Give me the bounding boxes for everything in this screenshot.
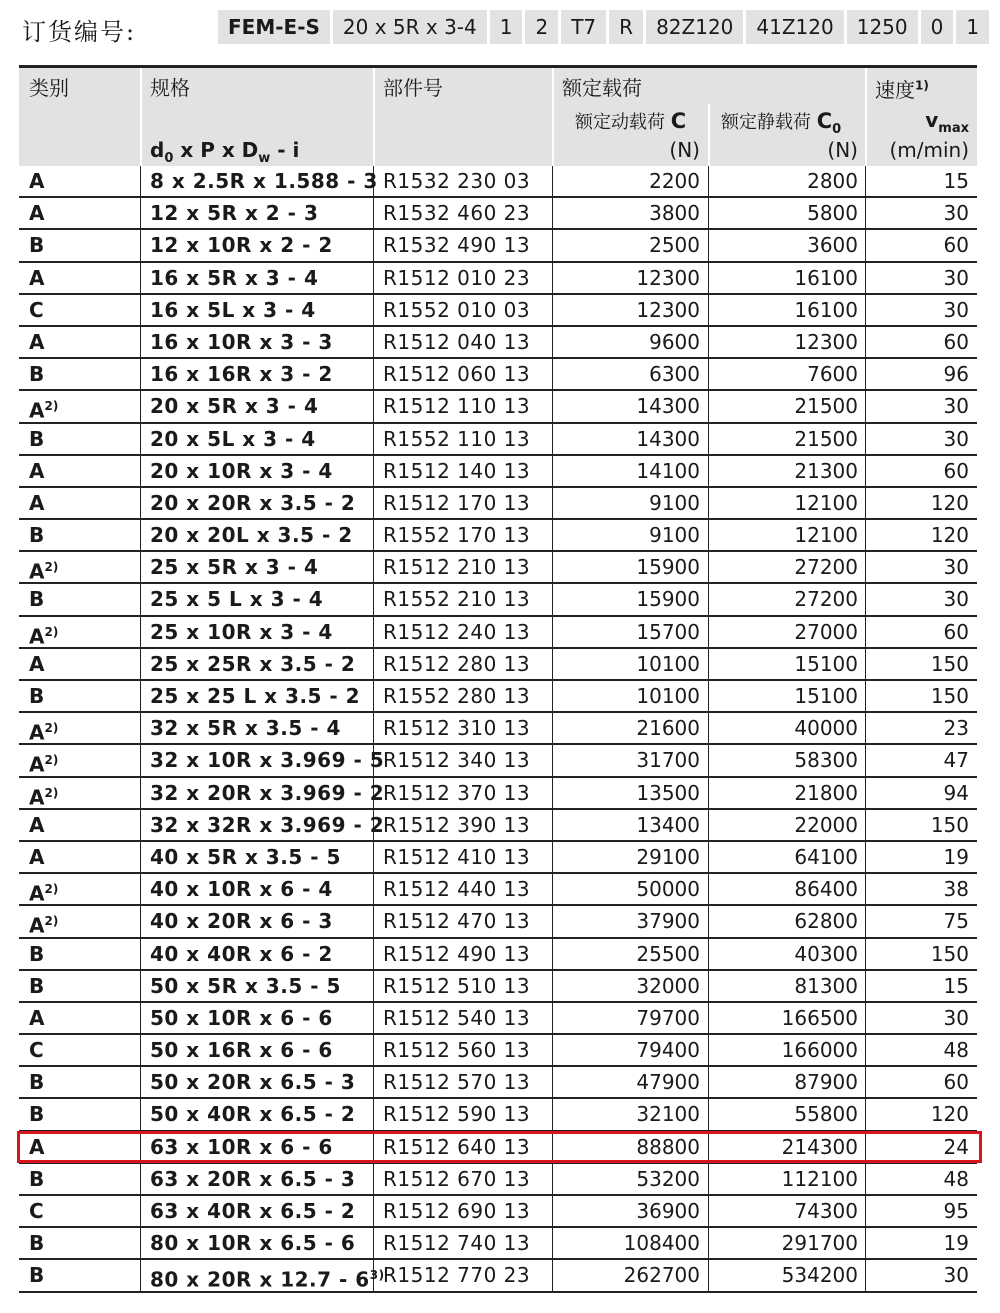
- cell-static-load: 12100: [794, 523, 858, 548]
- cell-static-load: 21800: [794, 780, 858, 805]
- cell-part-number: R1552 210 13: [383, 587, 531, 612]
- cell-category: B: [29, 1231, 45, 1256]
- cell-part-number: R1512 010 23: [383, 265, 531, 290]
- cell-category: B: [29, 426, 45, 451]
- order-code-cell: 1250: [847, 10, 918, 44]
- cell-vmax: 48: [943, 1166, 969, 1191]
- cell-vmax: 60: [943, 458, 969, 483]
- cell-dynamic-load: 32100: [636, 1102, 700, 1127]
- order-code-row: [0, 10, 1000, 44]
- cell-static-load: 12300: [794, 329, 858, 354]
- cell-dynamic-load: 79700: [636, 1005, 700, 1030]
- cell-dynamic-load: 14100: [636, 458, 700, 483]
- table-row: [19, 263, 977, 295]
- cell-static-load: 58300: [794, 748, 858, 773]
- cell-part-number: R1532 490 13: [383, 233, 531, 258]
- order-code-cell: R: [609, 10, 643, 44]
- cell-static-load: 81300: [794, 973, 858, 998]
- cell-static-load: 534200: [781, 1263, 858, 1288]
- cell-part-number: R1512 490 13: [383, 941, 531, 966]
- cell-static-load: 166000: [781, 1038, 858, 1063]
- table-row: [19, 166, 977, 198]
- cell-static-load: 112100: [781, 1166, 858, 1191]
- cell-vmax: 47: [943, 748, 969, 773]
- cell-vmax: 120: [930, 1102, 969, 1127]
- cell-static-load: 2800: [807, 169, 858, 193]
- cell-dynamic-load: 47900: [636, 1070, 700, 1095]
- cell-part-number: R1512 440 13: [383, 877, 531, 902]
- cell-category: C: [29, 297, 44, 322]
- cell-dynamic-load: 25500: [636, 941, 700, 966]
- cell-category: B: [29, 1166, 45, 1191]
- cell-category: $A^{2)}$: [29, 785, 59, 810]
- cell-category: A: [29, 201, 45, 226]
- order-code-label: 订货编号:: [22, 18, 137, 46]
- cell-spec: 20 x 20L x 3.5 - 2: [150, 523, 353, 548]
- cell-vmax: 19: [943, 844, 969, 869]
- cell-spec: 50 x 20R x 6.5 - 3: [150, 1070, 356, 1095]
- cell-part-number: R1552 110 13: [383, 426, 531, 451]
- cell-vmax: 30: [943, 394, 969, 419]
- table-row: [19, 327, 977, 359]
- header-speed-unit: (m/min): [889, 138, 969, 162]
- table-row: [19, 230, 977, 262]
- header-speed: 速度$^{1)}$: [875, 78, 929, 102]
- cell-part-number: R1512 040 13: [383, 329, 531, 354]
- table-row: [19, 1228, 977, 1260]
- cell-part-number: R1512 470 13: [383, 909, 531, 934]
- cell-vmax: 150: [930, 812, 969, 837]
- table-row: [19, 842, 977, 874]
- cell-static-load: 16100: [794, 265, 858, 290]
- cell-part-number: R1512 770 23: [383, 1263, 531, 1288]
- cell-dynamic-load: 29100: [636, 844, 700, 869]
- cell-static-load: 40000: [794, 716, 858, 741]
- cell-spec: 20 x 5R x 3 - 4: [150, 394, 319, 419]
- table-row: [19, 391, 977, 423]
- cell-part-number: R1512 690 13: [383, 1199, 531, 1223]
- cell-vmax: 15: [943, 169, 969, 193]
- cell-vmax: 38: [943, 877, 969, 902]
- cell-vmax: 60: [943, 1070, 969, 1095]
- cell-spec: 40 x 10R x 6 - 4: [150, 877, 333, 902]
- cell-dynamic-load: 37900: [636, 909, 700, 934]
- cell-spec: 16 x 10R x 3 - 3: [150, 329, 333, 354]
- cell-spec: 63 x 20R x 6.5 - 3: [150, 1166, 356, 1191]
- cell-dynamic-load: 6300: [649, 362, 700, 387]
- cell-spec: 80 x 20R x 12.7 - 6$^{3)}$: [150, 1268, 385, 1293]
- cell-spec: 50 x 40R x 6.5 - 2: [150, 1102, 356, 1127]
- cell-part-number: R1512 210 13: [383, 555, 531, 580]
- cell-category: $A^{2)}$: [29, 913, 59, 938]
- cell-static-load: 166500: [781, 1005, 858, 1030]
- cell-spec: 40 x 40R x 6 - 2: [150, 941, 333, 966]
- cell-dynamic-load: 31700: [636, 748, 700, 773]
- cell-dynamic-load: 32000: [636, 973, 700, 998]
- cell-static-load: 40300: [794, 941, 858, 966]
- cell-part-number: R1512 640 13: [383, 1134, 531, 1159]
- cell-dynamic-load: 9100: [649, 523, 700, 548]
- cell-spec: 12 x 5R x 2 - 3: [150, 201, 319, 226]
- cell-part-number: R1512 310 13: [383, 716, 531, 741]
- order-code-cell: T7: [561, 10, 606, 44]
- cell-category: A: [29, 265, 45, 290]
- table-row: [19, 552, 977, 584]
- cell-spec: 20 x 20R x 3.5 - 2: [150, 490, 356, 515]
- header-static-load: 额定静载荷 $C_0$: [721, 109, 842, 138]
- table-row: [19, 1003, 977, 1035]
- cell-part-number: R1512 140 13: [383, 458, 531, 483]
- table-row: [19, 617, 977, 649]
- cell-vmax: 30: [943, 1263, 969, 1288]
- cell-vmax: 60: [943, 329, 969, 354]
- cell-static-load: 21300: [794, 458, 858, 483]
- cell-static-load: 27200: [794, 555, 858, 580]
- cell-dynamic-load: 12300: [636, 265, 700, 290]
- cell-spec: 40 x 5R x 3.5 - 5: [150, 844, 341, 869]
- cell-spec: 63 x 10R x 6 - 6: [150, 1134, 333, 1159]
- cell-category: $A^{2)}$: [29, 720, 59, 745]
- cell-static-load: 12100: [794, 490, 858, 515]
- cell-dynamic-load: 14300: [636, 426, 700, 451]
- table-row: [19, 584, 977, 616]
- table-row: [19, 198, 977, 230]
- cell-vmax: 94: [943, 780, 969, 805]
- table-row: [19, 745, 977, 777]
- cell-spec: 50 x 10R x 6 - 6: [150, 1005, 333, 1030]
- cell-part-number: R1512 340 13: [383, 748, 531, 773]
- cell-vmax: 150: [930, 684, 969, 708]
- cell-category: $A^{2)}$: [29, 881, 59, 906]
- table-row: [19, 295, 977, 327]
- cell-static-load: 62800: [794, 909, 858, 934]
- table-row: [19, 520, 977, 552]
- cell-category: B: [29, 1102, 45, 1127]
- ball-screw-table: [19, 65, 977, 1293]
- cell-vmax: 23: [943, 716, 969, 741]
- cell-category: B: [29, 973, 45, 998]
- table-header: [19, 65, 977, 166]
- cell-part-number: R1552 170 13: [383, 523, 531, 548]
- cell-part-number: R1532 230 03: [383, 169, 531, 193]
- cell-vmax: 30: [943, 297, 969, 322]
- cell-spec: 40 x 20R x 6 - 3: [150, 909, 333, 934]
- cell-static-load: 15100: [794, 651, 858, 676]
- cell-dynamic-load: 14300: [636, 394, 700, 419]
- cell-spec: 80 x 10R x 6.5 - 6: [150, 1231, 356, 1256]
- cell-static-load: 5800: [807, 201, 858, 226]
- cell-category: A: [29, 1134, 45, 1159]
- cell-dynamic-load: 12300: [636, 297, 700, 322]
- cell-spec: 16 x 5L x 3 - 4: [150, 297, 316, 322]
- cell-category: A: [29, 329, 45, 354]
- cell-part-number: R1512 560 13: [383, 1038, 531, 1063]
- cell-static-load: 87900: [794, 1070, 858, 1095]
- cell-vmax: 30: [943, 1005, 969, 1030]
- cell-spec: 50 x 5R x 3.5 - 5: [150, 973, 341, 998]
- table-body: [19, 166, 977, 1293]
- cell-vmax: 30: [943, 265, 969, 290]
- cell-dynamic-load: 108400: [623, 1231, 700, 1256]
- cell-part-number: R1512 390 13: [383, 812, 531, 837]
- table-row: [19, 713, 977, 745]
- table-row: [19, 810, 977, 842]
- cell-part-number: R1512 240 13: [383, 619, 531, 644]
- table-row: [19, 649, 977, 681]
- cell-part-number: R1552 280 13: [383, 684, 531, 708]
- cell-static-load: 86400: [794, 877, 858, 902]
- cell-category: C: [29, 1038, 44, 1063]
- cell-dynamic-load: 2200: [649, 169, 700, 193]
- table-row: [19, 681, 977, 713]
- cell-part-number: R1512 540 13: [383, 1005, 531, 1030]
- cell-part-number: R1512 740 13: [383, 1231, 531, 1256]
- cell-dynamic-load: 15700: [636, 619, 700, 644]
- cell-part-number: R1512 510 13: [383, 973, 531, 998]
- cell-dynamic-load: 9600: [649, 329, 700, 354]
- order-code-cell: FEM-E-S: [218, 10, 330, 44]
- header-rated-load: 额定载荷: [562, 76, 642, 100]
- cell-spec: 16 x 16R x 3 - 2: [150, 362, 333, 387]
- table-row: [19, 456, 977, 488]
- header-vmax: $v_{max}$: [925, 108, 969, 136]
- header-static-unit: (N): [827, 138, 858, 162]
- cell-dynamic-load: 13400: [636, 812, 700, 837]
- cell-category: A: [29, 844, 45, 869]
- cell-dynamic-load: 53200: [636, 1166, 700, 1191]
- cell-dynamic-load: 10100: [636, 651, 700, 676]
- order-code-cell: 1: [956, 10, 989, 44]
- cell-category: A: [29, 458, 45, 483]
- header-spec: 规格: [150, 76, 190, 100]
- cell-vmax: 96: [943, 362, 969, 387]
- cell-dynamic-load: 88800: [636, 1134, 700, 1159]
- cell-vmax: 24: [943, 1134, 969, 1159]
- cell-part-number: R1552 010 03: [383, 297, 531, 322]
- order-code-cell: 82Z120: [646, 10, 743, 44]
- cell-category: $A^{2)}$: [29, 753, 59, 778]
- cell-spec: 16 x 5R x 3 - 4: [150, 265, 319, 290]
- cell-part-number: R1512 370 13: [383, 780, 531, 805]
- cell-category: B: [29, 684, 45, 708]
- cell-vmax: 150: [930, 941, 969, 966]
- cell-vmax: 15: [943, 973, 969, 998]
- cell-spec: 32 x 32R x 3.969 - 2: [150, 812, 385, 837]
- cell-spec: 8 x 2.5R x 1.588 - 3: [150, 169, 378, 193]
- header-spec-formula: $d_0$ x P x $D_w$ - i: [150, 138, 300, 166]
- cell-vmax: 30: [943, 201, 969, 226]
- cell-dynamic-load: 79400: [636, 1038, 700, 1063]
- cell-dynamic-load: 3800: [649, 201, 700, 226]
- cell-category: B: [29, 233, 45, 258]
- cell-static-load: 55800: [794, 1102, 858, 1127]
- cell-static-load: 21500: [794, 394, 858, 419]
- cell-spec: 32 x 20R x 3.969 - 2: [150, 780, 385, 805]
- cell-vmax: 120: [930, 523, 969, 548]
- cell-part-number: R1512 570 13: [383, 1070, 531, 1095]
- cell-dynamic-load: 262700: [623, 1263, 700, 1288]
- cell-category: A: [29, 1005, 45, 1030]
- cell-part-number: R1512 280 13: [383, 651, 531, 676]
- table-row: [19, 1099, 977, 1131]
- table-row: [19, 1196, 977, 1228]
- table-row: [19, 424, 977, 456]
- cell-static-load: 15100: [794, 684, 858, 708]
- header-category: 类别: [29, 76, 69, 100]
- cell-category: B: [29, 1263, 45, 1288]
- table-row: [19, 359, 977, 391]
- cell-dynamic-load: 36900: [636, 1199, 700, 1223]
- cell-vmax: 30: [943, 587, 969, 612]
- cell-spec: 32 x 5R x 3.5 - 4: [150, 716, 341, 741]
- table-row: [19, 906, 977, 938]
- highlighted-row-frame: [17, 1131, 982, 1163]
- cell-category: C: [29, 1199, 44, 1223]
- cell-dynamic-load: 15900: [636, 555, 700, 580]
- cell-static-load: 214300: [781, 1134, 858, 1159]
- order-code-cell: 0: [921, 10, 954, 44]
- cell-spec: 25 x 25R x 3.5 - 2: [150, 651, 356, 676]
- cell-spec: 25 x 25 L x 3.5 - 2: [150, 684, 361, 708]
- table-row: [19, 778, 977, 810]
- cell-static-load: 21500: [794, 426, 858, 451]
- cell-static-load: 74300: [794, 1199, 858, 1223]
- order-code-cells: [218, 10, 992, 44]
- cell-spec: 25 x 5 L x 3 - 4: [150, 587, 324, 612]
- cell-vmax: 60: [943, 619, 969, 644]
- table-row: [19, 874, 977, 906]
- cell-vmax: 120: [930, 490, 969, 515]
- cell-category: $A^{2)}$: [29, 624, 59, 649]
- cell-spec: 63 x 40R x 6.5 - 2: [150, 1199, 356, 1223]
- cell-static-load: 291700: [781, 1231, 858, 1256]
- table-row: [19, 1035, 977, 1067]
- cell-vmax: 30: [943, 426, 969, 451]
- cell-spec: 20 x 10R x 3 - 4: [150, 458, 333, 483]
- cell-category: $A^{2)}$: [29, 559, 59, 584]
- cell-part-number: R1532 460 23: [383, 201, 531, 226]
- cell-vmax: 19: [943, 1231, 969, 1256]
- table-row: [19, 939, 977, 971]
- order-code-cell: 20 x 5R x 3-4: [333, 10, 487, 44]
- cell-spec: 12 x 10R x 2 - 2: [150, 233, 333, 258]
- cell-category: B: [29, 1070, 45, 1095]
- cell-spec: 20 x 5L x 3 - 4: [150, 426, 316, 451]
- cell-part-number: R1512 110 13: [383, 394, 531, 419]
- order-code-cell: 1: [490, 10, 523, 44]
- cell-static-load: 27000: [794, 619, 858, 644]
- table-row: [19, 1164, 977, 1196]
- table-row: [19, 488, 977, 520]
- cell-dynamic-load: 10100: [636, 684, 700, 708]
- cell-static-load: 22000: [794, 812, 858, 837]
- cell-vmax: 95: [943, 1199, 969, 1223]
- cell-vmax: 48: [943, 1038, 969, 1063]
- cell-static-load: 64100: [794, 844, 858, 869]
- cell-static-load: 7600: [807, 362, 858, 387]
- cell-category: B: [29, 523, 45, 548]
- cell-dynamic-load: 21600: [636, 716, 700, 741]
- cell-dynamic-load: 13500: [636, 780, 700, 805]
- cell-category: A: [29, 812, 45, 837]
- cell-category: B: [29, 941, 45, 966]
- cell-vmax: 30: [943, 555, 969, 580]
- cell-dynamic-load: 9100: [649, 490, 700, 515]
- table-row: [19, 1067, 977, 1099]
- cell-spec: 25 x 5R x 3 - 4: [150, 555, 319, 580]
- cell-category: A: [29, 490, 45, 515]
- cell-static-load: 3600: [807, 233, 858, 258]
- header-part-number: 部件号: [383, 76, 443, 100]
- header-dynamic-load: 额定动载荷 C: [575, 109, 687, 133]
- cell-category: B: [29, 362, 45, 387]
- cell-vmax: 60: [943, 233, 969, 258]
- cell-part-number: R1512 060 13: [383, 362, 531, 387]
- cell-spec: 25 x 10R x 3 - 4: [150, 619, 333, 644]
- cell-part-number: R1512 670 13: [383, 1166, 531, 1191]
- cell-part-number: R1512 590 13: [383, 1102, 531, 1127]
- table-row: [19, 1260, 977, 1292]
- cell-category: A: [29, 169, 45, 193]
- cell-part-number: R1512 170 13: [383, 490, 531, 515]
- cell-spec: 50 x 16R x 6 - 6: [150, 1038, 333, 1063]
- cell-dynamic-load: 2500: [649, 233, 700, 258]
- cell-vmax: 150: [930, 651, 969, 676]
- cell-part-number: R1512 410 13: [383, 844, 531, 869]
- cell-static-load: 16100: [794, 297, 858, 322]
- table-row: [19, 971, 977, 1003]
- cell-vmax: 75: [943, 909, 969, 934]
- cell-spec: 32 x 10R x 3.969 - 5: [150, 748, 385, 773]
- cell-static-load: 27200: [794, 587, 858, 612]
- cell-dynamic-load: 50000: [636, 877, 700, 902]
- cell-category: A: [29, 651, 45, 676]
- cell-category: $A^{2)}$: [29, 398, 59, 423]
- cell-dynamic-load: 15900: [636, 587, 700, 612]
- cell-category: B: [29, 587, 45, 612]
- order-code-cell: 2: [525, 10, 558, 44]
- order-code-cell: 41Z120: [746, 10, 843, 44]
- header-dynamic-unit: (N): [669, 138, 700, 162]
